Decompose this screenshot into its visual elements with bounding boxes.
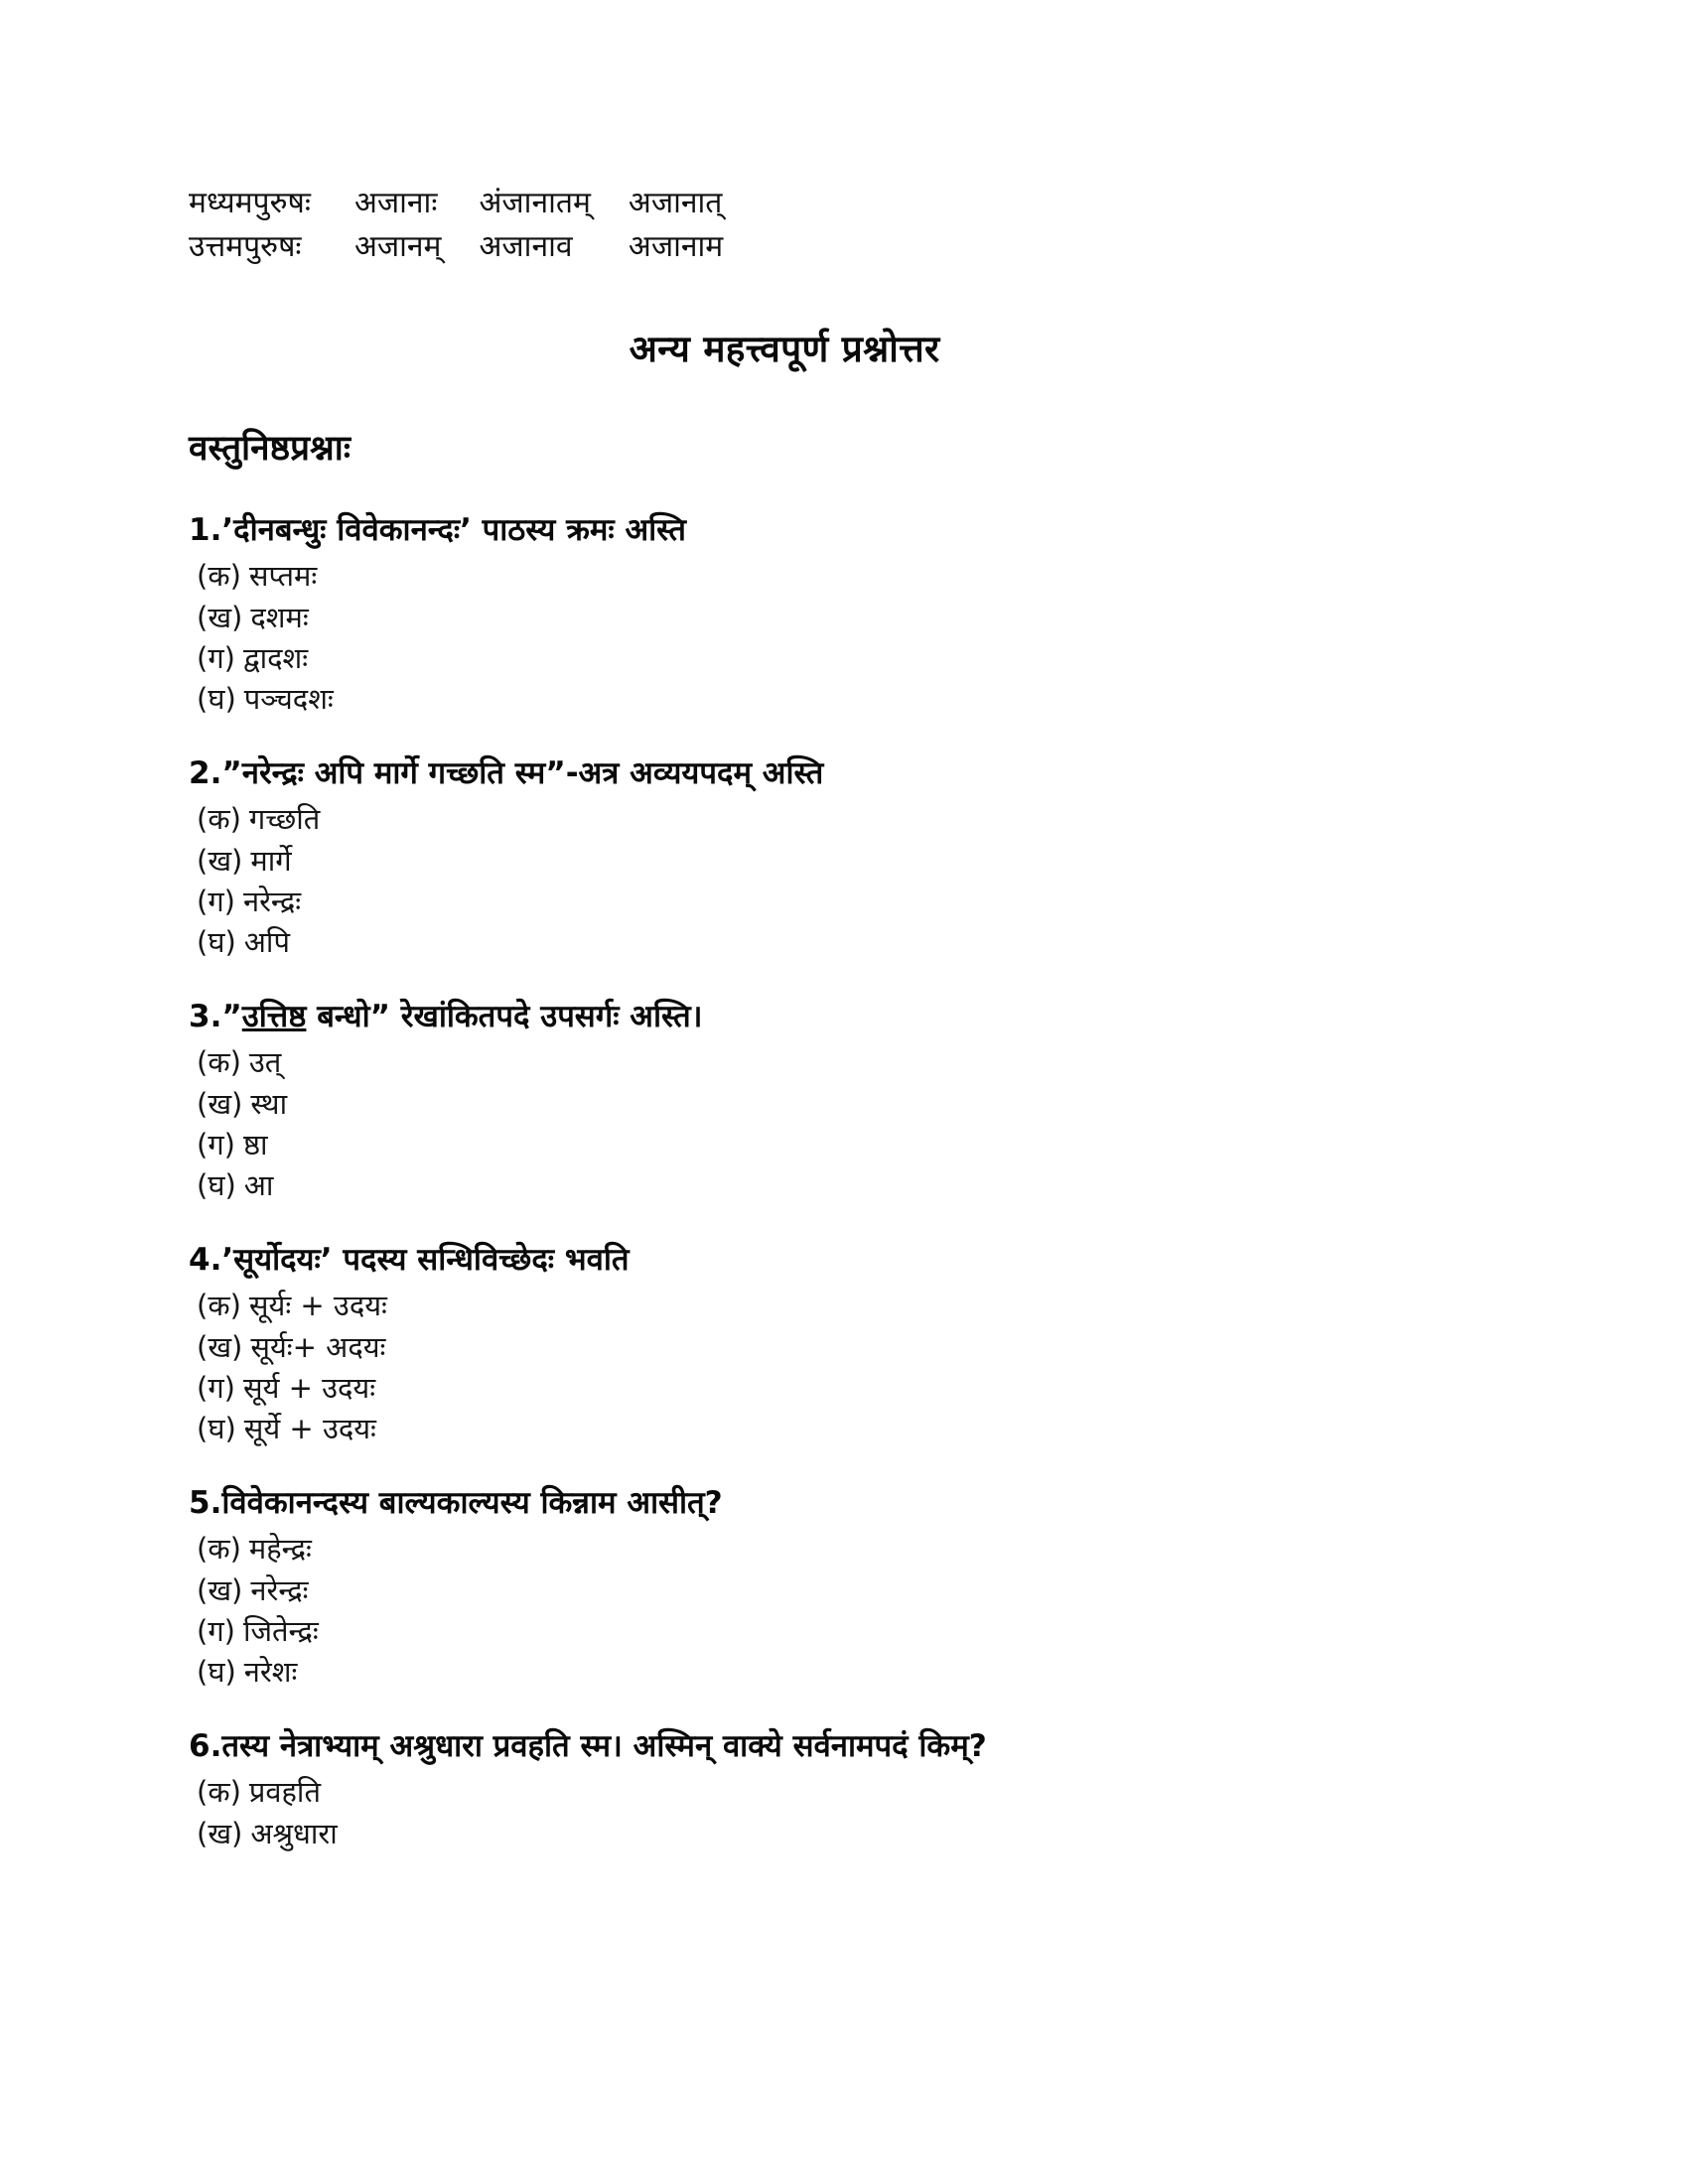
option-key: (ख) (197, 1816, 243, 1850)
question-text-3 (189, 997, 1539, 1036)
question-underlined-word: उत्तिष्ठ (241, 999, 307, 1035)
section-heading: वस्तुनिष्ठप्रश्नाः (189, 429, 351, 470)
option-key: (घ) (197, 924, 236, 959)
option-key: (ग) (197, 1613, 235, 1648)
question-number: 6. (189, 1728, 222, 1765)
option-label: नरेशः (243, 1654, 298, 1689)
question-number: 2. (189, 755, 222, 792)
option-item[interactable] (197, 1286, 1539, 1326)
table-row (189, 227, 761, 271)
option-key: (ख) (197, 600, 243, 634)
option-list-3 (189, 1042, 1539, 1206)
option-label: सप्तमः (248, 559, 318, 594)
option-item[interactable] (197, 922, 1539, 963)
option-key: (घ) (197, 1411, 236, 1445)
table-cell-person: मध्यमपुरुषः (189, 186, 311, 220)
table-row (189, 184, 761, 227)
option-label: नरेन्द्रः (242, 884, 302, 918)
option-label: उत् (248, 1045, 282, 1080)
option-label: गच्छति (248, 802, 321, 837)
option-label: महेन्द्रः (248, 1532, 312, 1567)
option-item[interactable] (197, 1772, 1539, 1813)
conjugation-table (189, 184, 761, 270)
question-block-6 (189, 1726, 1539, 1854)
option-item[interactable] (197, 799, 1539, 840)
question-block-4 (189, 1240, 1539, 1449)
question-text-6 (189, 1726, 1539, 1766)
option-key: (क) (197, 1775, 241, 1810)
option-label: सूर्ये + उदयः (243, 1411, 376, 1445)
table-cell-form: अजानम् (353, 228, 442, 264)
option-item[interactable] (197, 1611, 1539, 1652)
option-key: (घ) (197, 682, 236, 716)
option-item[interactable] (197, 598, 1539, 638)
option-key: (ख) (197, 1329, 243, 1364)
option-label: ष्ठा (242, 1127, 268, 1161)
option-item[interactable] (197, 1165, 1539, 1206)
question-number: 5. (189, 1485, 222, 1522)
option-label: आ (243, 1167, 274, 1202)
question-block-5 (189, 1483, 1539, 1693)
option-key: (क) (197, 559, 241, 594)
option-label: सूर्यः + उदयः (248, 1289, 387, 1323)
question-body-after: बन्धो” रेखांकितपदे उपसर्गः अस्ति। (306, 999, 703, 1035)
option-label: अश्रुधारा (250, 1816, 338, 1850)
option-item[interactable] (197, 1327, 1539, 1368)
table-cell-form: अजानात् (628, 186, 723, 220)
conjugation-table-body (189, 184, 761, 270)
table-cell-form: अजानाम (628, 228, 724, 264)
question-number: 3. (189, 999, 222, 1035)
table-cell-form: अजानाव (479, 228, 573, 264)
option-label: मार्गे (250, 843, 292, 878)
option-list-5 (189, 1529, 1539, 1693)
option-item[interactable] (197, 556, 1539, 597)
table-cell-form: अजानाः (353, 186, 438, 220)
option-item[interactable] (197, 1652, 1539, 1693)
question-number: 1. (189, 512, 222, 549)
option-item[interactable] (197, 679, 1539, 720)
question-block-1 (189, 510, 1539, 720)
question-body: ”नरेन्द्रः अपि मार्गे गच्छति स्म”-अत्र अव्ययपदम् अस्ति (221, 755, 824, 792)
option-item[interactable] (197, 1409, 1539, 1449)
question-body: तस्य नेत्राभ्याम् अश्रुधारा प्रवहति स्म। अस्मिन् वाक्ये सर्वनामपदं किम्? (221, 1728, 987, 1765)
option-item[interactable] (197, 1368, 1539, 1409)
question-body: ’दीनबन्धुः विवेकानन्दः’ पाठस्य क्रमः अस्ति (221, 512, 686, 549)
option-item[interactable] (197, 638, 1539, 679)
table-cell-form: अंजानातम् (479, 186, 591, 220)
option-list-1 (189, 556, 1539, 720)
table-cell-person: उत्तमपुरुषः (189, 228, 302, 264)
option-label: प्रवहति (248, 1775, 321, 1810)
option-key: (क) (197, 1045, 241, 1080)
option-label: सूर्यः+ अदयः (250, 1329, 386, 1364)
option-item[interactable] (197, 1814, 1539, 1854)
question-body-before: ” (221, 999, 242, 1035)
option-item[interactable] (197, 1529, 1539, 1570)
page-title: अन्य महत्त्वपूर्ण प्रश्नोत्तर (629, 328, 940, 371)
question-text-4 (189, 1240, 1539, 1280)
question-text-2 (189, 753, 1539, 793)
option-key: (ग) (197, 640, 235, 675)
option-list-2 (189, 799, 1539, 963)
option-list-6 (189, 1772, 1539, 1853)
option-item[interactable] (197, 1125, 1539, 1165)
option-item[interactable] (197, 882, 1539, 922)
option-key: (क) (197, 1532, 241, 1567)
option-key: (ख) (197, 843, 243, 878)
option-key: (ख) (197, 1572, 243, 1607)
option-list-4 (189, 1286, 1539, 1449)
option-key: (क) (197, 1289, 241, 1323)
option-label: द्वादशः (242, 640, 309, 675)
question-body: विवेकानन्दस्य बाल्यकाल्यस्य किन्नाम आसीत्? (221, 1485, 723, 1522)
option-key: (घ) (197, 1167, 236, 1202)
question-text-1 (189, 510, 1539, 550)
option-item[interactable] (197, 1042, 1539, 1083)
option-key: (क) (197, 802, 241, 837)
option-item[interactable] (197, 1570, 1539, 1611)
option-label: दशमः (250, 600, 309, 634)
option-item[interactable] (197, 1084, 1539, 1125)
option-item[interactable] (197, 841, 1539, 882)
question-block-3 (189, 997, 1539, 1206)
option-key: (ग) (197, 884, 235, 918)
option-label: अपि (243, 924, 290, 959)
question-body: ’सूर्योदयः’ पदस्य सन्धिविच्छेदः भवति (221, 1242, 630, 1279)
option-key: (घ) (197, 1654, 236, 1689)
option-label: पञ्चदशः (243, 682, 334, 716)
question-number: 4. (189, 1242, 222, 1279)
option-label: जितेन्द्रः (242, 1613, 319, 1648)
question-block-2 (189, 753, 1539, 963)
option-key: (ख) (197, 1086, 243, 1121)
option-label: नरेन्द्रः (250, 1572, 309, 1607)
option-key: (ग) (197, 1370, 235, 1405)
option-label: सूर्य + उदयः (242, 1370, 376, 1405)
option-key: (ग) (197, 1127, 235, 1161)
option-label: स्था (250, 1086, 288, 1121)
question-text-5 (189, 1483, 1539, 1523)
